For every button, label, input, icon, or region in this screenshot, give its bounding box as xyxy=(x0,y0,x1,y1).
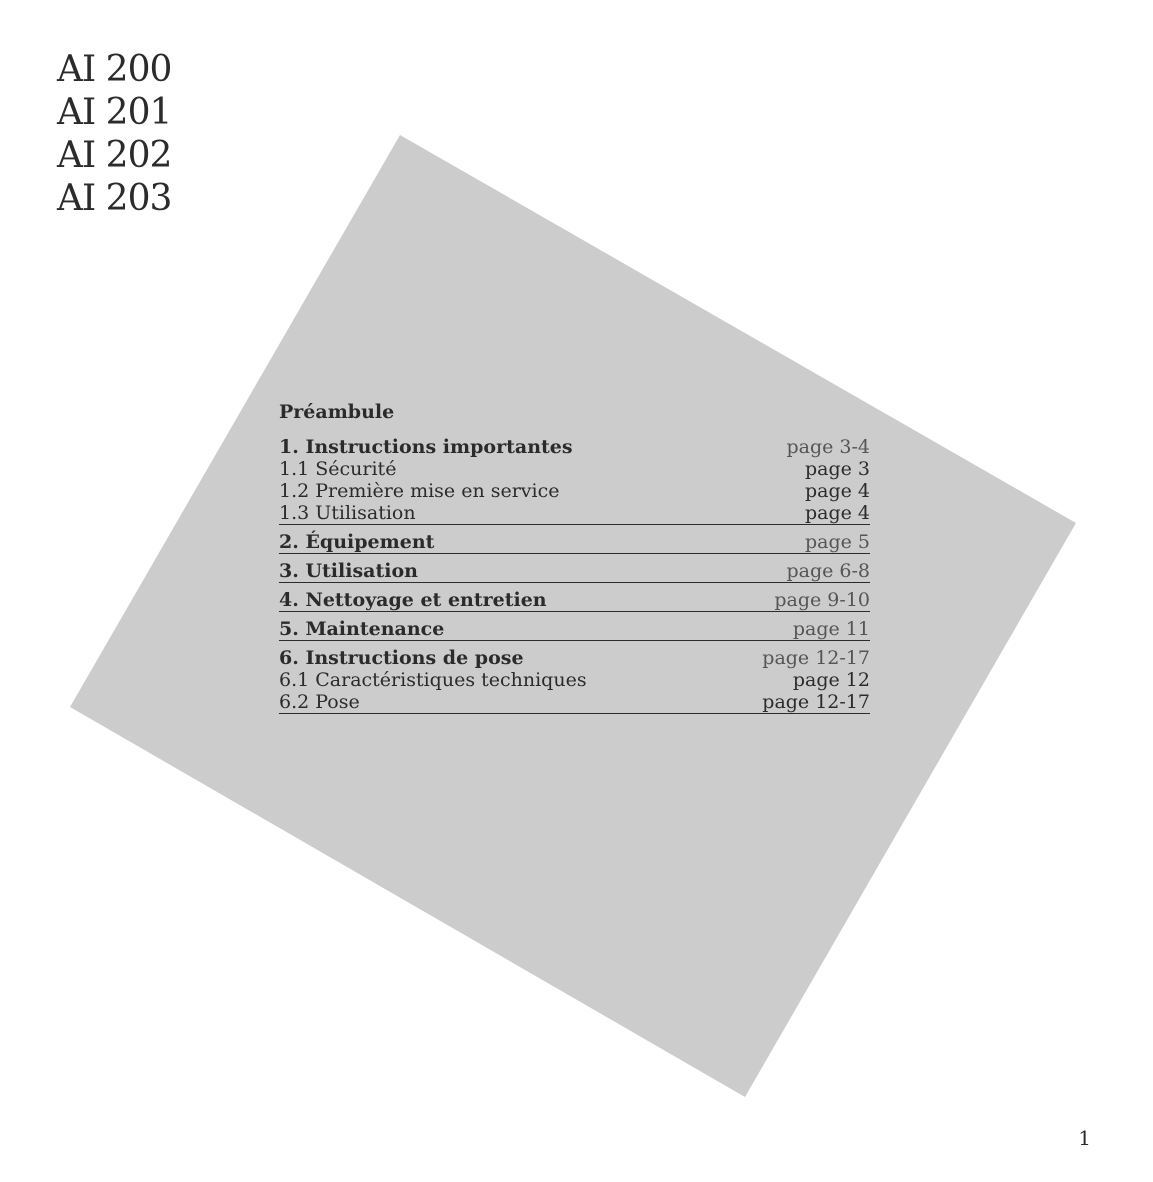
toc-page-ref: page 11 xyxy=(792,618,870,640)
toc-row[interactable] xyxy=(279,458,870,480)
toc-page-ref: page 6-8 xyxy=(786,560,870,582)
toc-section-3 xyxy=(279,560,870,583)
toc-row[interactable] xyxy=(279,618,870,640)
toc-section-title: 3. Utilisation xyxy=(279,560,418,582)
toc-section-title: 5. Maintenance xyxy=(279,618,445,640)
toc-page-ref: page 9-10 xyxy=(774,589,870,611)
toc-page-ref: page 12 xyxy=(792,669,870,691)
toc-section-title: 6. Instructions de pose xyxy=(279,647,524,669)
toc-row[interactable] xyxy=(279,436,870,458)
toc-page-ref: page 5 xyxy=(804,531,870,553)
model-name: AI 203 xyxy=(57,178,172,219)
toc-row[interactable] xyxy=(279,502,870,524)
toc-item-label: 1.3 Utilisation xyxy=(279,502,416,524)
table-of-contents xyxy=(279,400,870,714)
toc-section-2 xyxy=(279,531,870,554)
toc-item-label: 1.2 Première mise en service xyxy=(279,480,560,502)
toc-page-ref: page 4 xyxy=(804,502,870,524)
toc-section-6 xyxy=(279,647,870,714)
toc-item-label: 6.1 Caractéristiques techniques xyxy=(279,669,587,691)
toc-page-ref: page 4 xyxy=(804,480,870,502)
model-name: AI 202 xyxy=(57,135,172,176)
toc-section-4 xyxy=(279,589,870,612)
toc-row[interactable] xyxy=(279,647,870,669)
toc-page-ref: page 12-17 xyxy=(762,647,870,669)
toc-page-ref: page 12-17 xyxy=(762,691,870,713)
toc-row[interactable] xyxy=(279,560,870,582)
toc-row[interactable] xyxy=(279,669,870,691)
model-list xyxy=(57,48,171,220)
toc-row[interactable] xyxy=(279,589,870,611)
toc-section-5 xyxy=(279,618,870,641)
toc-section-title: 1. Instructions importantes xyxy=(279,436,573,458)
toc-section-1 xyxy=(279,436,870,525)
toc-section-title: 2. Équipement xyxy=(279,531,435,553)
model-name: AI 200 xyxy=(57,49,172,90)
page-number: 1 xyxy=(1078,1126,1091,1150)
toc-row[interactable] xyxy=(279,531,870,553)
toc-item-label: 1.1 Sécurité xyxy=(279,458,397,480)
toc-page-ref: page 3-4 xyxy=(786,436,870,458)
toc-page-ref: page 3 xyxy=(804,458,870,480)
toc-row[interactable] xyxy=(279,691,870,713)
toc-heading: Préambule xyxy=(279,401,395,423)
toc-item-label: 6.2 Pose xyxy=(279,691,360,713)
toc-row[interactable] xyxy=(279,480,870,502)
model-name: AI 201 xyxy=(57,92,172,133)
toc-section-title: 4. Nettoyage et entretien xyxy=(279,589,547,611)
